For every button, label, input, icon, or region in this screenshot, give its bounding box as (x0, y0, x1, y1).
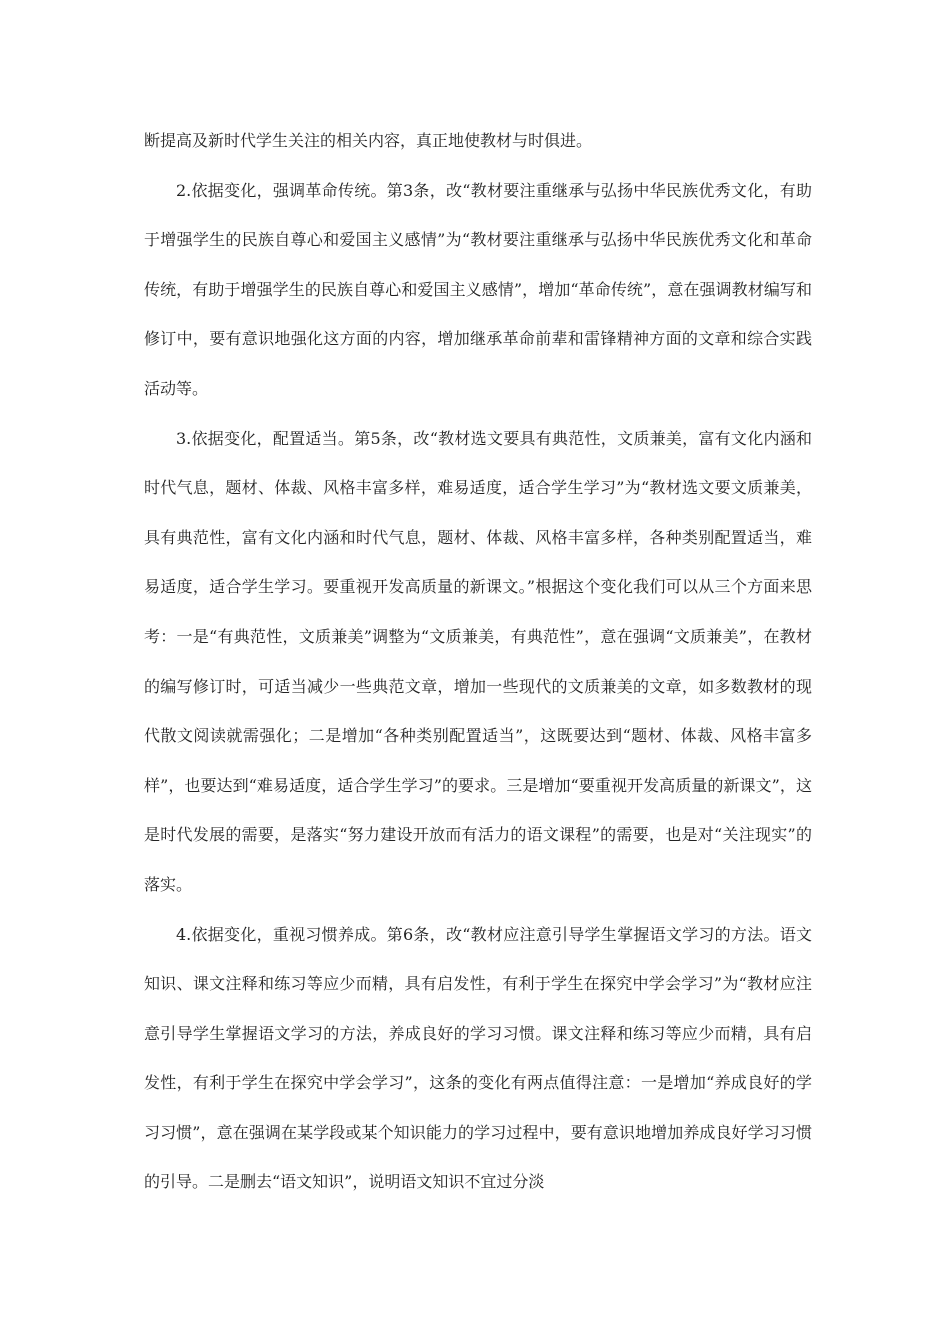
paragraph-appropriate-configuration: 3.依据变化，配置适当。第5条，改“教材选文要具有典范性，文质兼美，富有文化内涵和时代气息，题材、体裁、风格丰富多样，难易适度，适合学生学习”为“教材选文要文质兼美，具有典范性，富有文化内涵和时代气息，题材、体裁、风格丰富多样，各种类别配置适当，难易适度，适合学生学习。要重视开发高质量的新课文。”根据这个变化我们可以从三个方面来思考：一是“有典范性，文质兼美”调整为“文质兼美，有典范性”，意在强调“文质兼美”，在教材的编写修订时，可适当减少一些典范文章，增加一些现代的文质兼美的文章，如多数教材的现代散文阅读就需强化；二是增加“各种类别配置适当”，这既要达到“题材、体裁、风格丰富多样”，也要达到“难易适度，适合学生学习”的要求。三是增加“要重视开发高质量的新课文”，这是时代发展的需要，是落实“努力建设开放而有活力的语文课程”的需要，也是对“关注现实”的落实。 (144, 428, 812, 894)
document-body (144, 116, 812, 1207)
paragraph-habit-formation: 4.依据变化，重视习惯养成。第6条，改“教材应注意引导学生掌握语文学习的方法。语文知识、课文注释和练习等应少而精，具有启发性，有利于学生在探究中学会学习”为“教材应注意引导学生掌握语文学习的方法，养成良好的学习习惯。课文注释和练习等应少而精，具有启发性，有利于学生在探究中学会学习”，这条的变化有两点值得注意：一是增加“养成良好的学习习惯”，意在强调在某学段或某个知识能力的学习过程中，要有意识地增加养成良好学习习惯的引导。二是删去“语文知识”，说明语文知识不宜过分淡 (144, 924, 812, 1192)
paragraph-continuation: 断提高及新时代学生关注的相关内容，真正地使教材与时俱进。 (144, 131, 593, 150)
paragraph-revolutionary-tradition: 2.依据变化，强调革命传统。第3条，改“教材要注重继承与弘扬中华民族优秀文化，有助于增强学生的民族自尊心和爱国主义感情”为“教材要注重继承与弘扬中华民族优秀文化和革命传统，有助于增强学生的民族自尊心和爱国主义感情”，增加“革命传统”，意在强调教材编写和修订中，要有意识地强化这方面的内容，增加继承革命前辈和雷锋精神方面的文章和综合实践活动等。 (144, 180, 812, 398)
